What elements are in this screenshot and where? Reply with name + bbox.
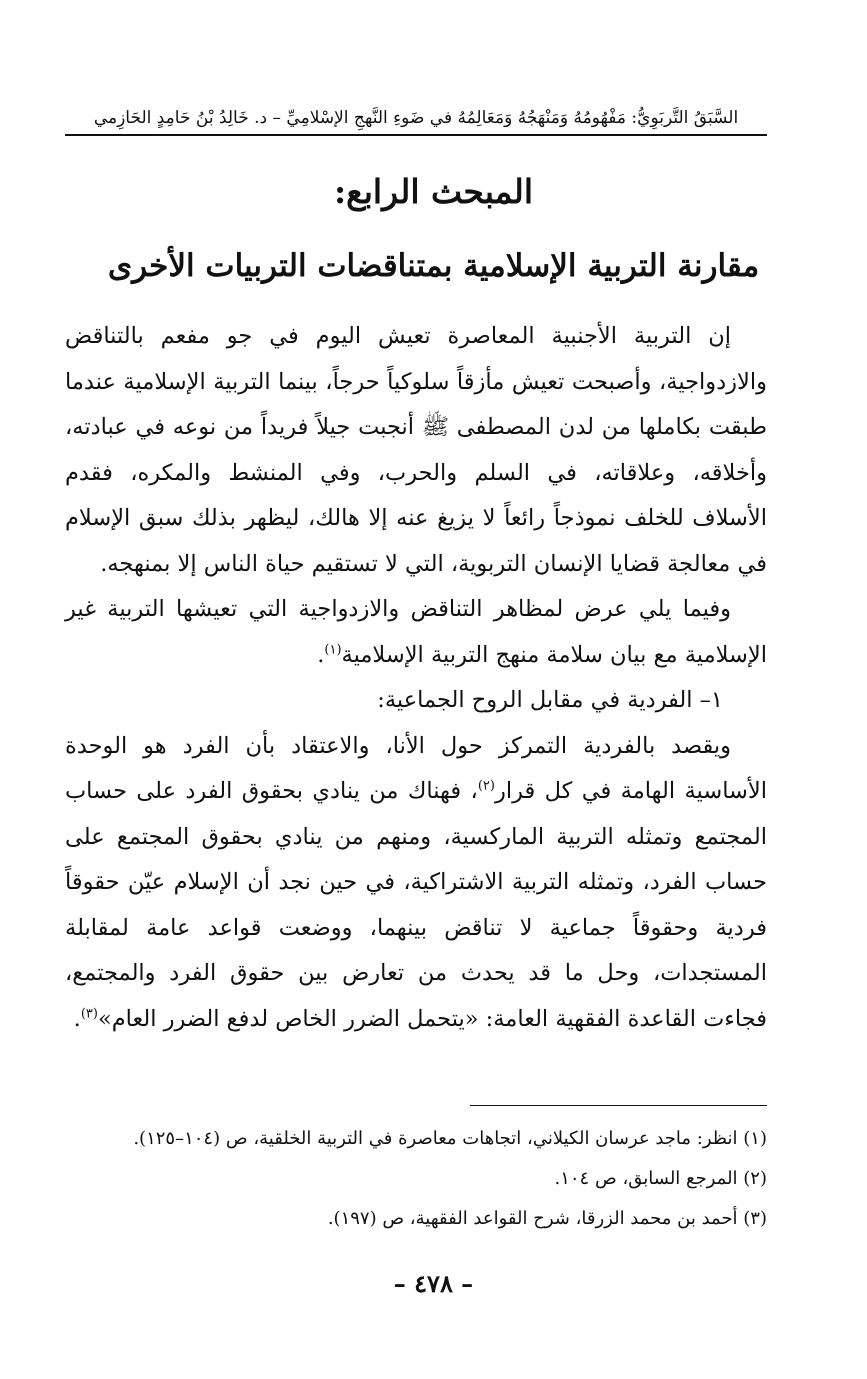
item-heading-individualism: ١– الفردية في مقابل الروح الجماعية: (377, 687, 723, 713)
paragraph-intro: إن التربية الأجنبية المعاصرة تعيش اليوم في جو مفعم بالتناقض والازدواجية، وأصبحت تعيش مأزقاً سلوكياً حرجاً، بينما التربية الإسلامية عندما طبقت بكاملها من لدن المصطفى ﷺ أنجبت جيلاً فريداً من نوعه في عبادته، وأخلاقه، وعلاقاته، في السلم والحرب، وفي المنشط والمكره، فقدم الأسلاف للخلف نموذجاً رائعاً لا يزيغ عنه إلا هالك، ليظهر بذلك سبق الإسلام في معالجة قضايا الإنسان التربوية، التي لا تستقيم حياة الناس إلا بمنهجه. (65, 323, 767, 577)
footnote-divider (470, 1105, 767, 1106)
footnote-3: (٣) أحمد بن محمد الزرقا، شرح القواعد الفقهية، ص (١٩٧). (327, 1208, 767, 1229)
paragraph-individualism-text-a: ويقصد بالفردية التمركز حول الأنا، والاعتقاد بأن الفرد هو الوحدة الأساسية الهامة في كل قرار (65, 732, 767, 804)
paragraph-individualism-end: . (73, 1005, 81, 1032)
page-number: – ٤٧٨ – (393, 1269, 474, 1298)
paragraph-overview-text: وفيما يلي عرض لمظاهر التناقض والازدواجية التي تعيشها التربية غير الإسلامية مع بيان سلامة منهج التربية الإسلامية (65, 596, 767, 668)
paragraph-individualism (65, 724, 767, 1043)
footnotes (65, 1122, 767, 1242)
paragraph-individualism-text-b: ، فهناك من ينادي بحقوق الفرد على حساب المجتمع وتمثله التربية الماركسية، ومنهم من ينادي بحقوق المجتمع على حساب الفرد، وتمثله التربية الاشتراكية، في حين نجد أن الإسلام عيّن حقوقاً فردية وحقوقاً جماعية لا تناقض بينهما، ووضعت قواعد عامة لمقابلة المستجدات، وحل ما قد يحدث من تعارض بين حقوق الفرد والمجتمع، فجاءت القاعدة الفقهية العامة: (65, 778, 767, 1032)
fiqh-rule-quote: «يتحمل الضرر الخاص لدفع الضرر العام» (97, 1005, 479, 1032)
footnote-ref-1: (١) (324, 642, 342, 657)
section-title: مقارنة التربية الإسلامية بمتناقضات التربيات الأخرى (107, 248, 760, 284)
footnote-1: (١) انظر: ماجد عرسان الكيلاني، اتجاهات معاصرة في التربية الخلقية، ص (١٠٤–١٢٥). (133, 1128, 767, 1149)
header-divider (65, 134, 767, 136)
running-header: السَّبَقُ التَّربَوِيُّ: مَفْهُومُهُ وَمَنْهَجُهُ وَمَعَالِمُهُ في ضَوءِ النَّهجِ الإسْلامِيِّ – د. خَالِدُ بْنُ حَامِدٍ الحَازِمي (93, 108, 739, 128)
paragraph-overview (65, 587, 767, 678)
body-text (65, 314, 767, 1042)
footnote-2: (٢) المرجع السابق، ص ١٠٤. (554, 1168, 767, 1189)
paragraph-overview-end: . (317, 641, 325, 668)
footnote-ref-3: (٣) (80, 1006, 98, 1021)
section-label: المبحث الرابع: (334, 172, 533, 211)
footnote-ref-2: (٢) (477, 778, 495, 794)
